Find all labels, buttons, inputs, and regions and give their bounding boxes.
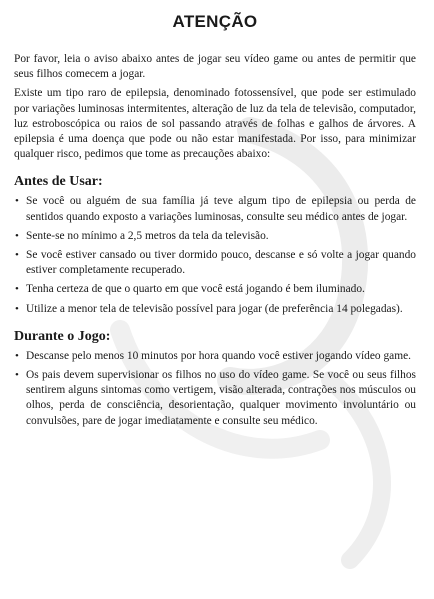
list-item-text: Descanse pelo menos 10 minutos por hora quando você estiver jogando vídeo game. [26,349,411,362]
list-item [14,368,416,429]
list-item-text: Sente-se no mínimo a 2,5 metros da tela da televisão. [26,229,269,242]
list-item-text: Os pais devem supervisionar os filhos no uso do vídeo game. Se você ou seus filhos sentirem alguns sintomas como vertigem, visão alterada, contrações nos músculos ou olhos, perda de consciência, desorientação, qualquer movimento involuntário ou convulsões, pare de jogar imediatamente e consulte seu médico. [26,369,416,427]
list-item-text: Tenha certeza de que o quarto em que você está jogando é bem iluminado. [26,283,365,296]
list-item [14,194,416,224]
list-item [14,349,416,364]
precautions-list-during [14,349,416,429]
intro-paragraph-1: Por favor, leia o aviso abaixo antes de jogar seu vídeo game ou antes de permitir que seus filhos comecem a jogar. [14,53,416,81]
list-item [14,248,416,278]
list-item [14,302,416,317]
bullet-icon: • [15,349,19,362]
section-heading-antes-de-usar: Antes de Usar: [14,174,103,190]
list-item-text: Utilize a menor tela de televisão possível para jogar (de preferência 14 polegadas). [26,302,403,315]
list-item [14,282,416,297]
bullet-icon: • [15,195,19,208]
bullet-icon: • [15,302,19,315]
precautions-list-before [14,194,416,316]
list-item-text: Se você estiver cansado ou tiver dormido pouco, descanse e só volte a jogar quando estiver completamente recuperado. [26,249,416,277]
bullet-icon: • [15,369,19,382]
list-item [14,229,416,244]
list-item-text: Se você ou alguém de sua família já teve algum tipo de epilepsia ou perda de sentidos quando exposto a variações luminosas, consulte seu médico antes de jogar. [26,195,416,223]
page-content [14,8,416,433]
intro-paragraph-2: Existe um tipo raro de epilepsia, denominado fotossensível, que pode ser estimulado por variações luminosas intermitentes, alteração de luz da tela de televisão, computador, luz estroboscópica ou raios de sol passando através de folhas e galhos de árvores. A epilepsia é uma doença que pode ou não estar manifestada. Por isso, para minimizar qualquer risco, pedimos que tome as precauções abaixo: [14,87,416,161]
bullet-icon: • [15,249,19,262]
bullet-icon: • [15,229,19,242]
page-title: ATENÇÃO [172,12,258,31]
section-heading-durante-o-jogo: Durante o Jogo: [14,328,111,344]
bullet-icon: • [15,283,19,296]
